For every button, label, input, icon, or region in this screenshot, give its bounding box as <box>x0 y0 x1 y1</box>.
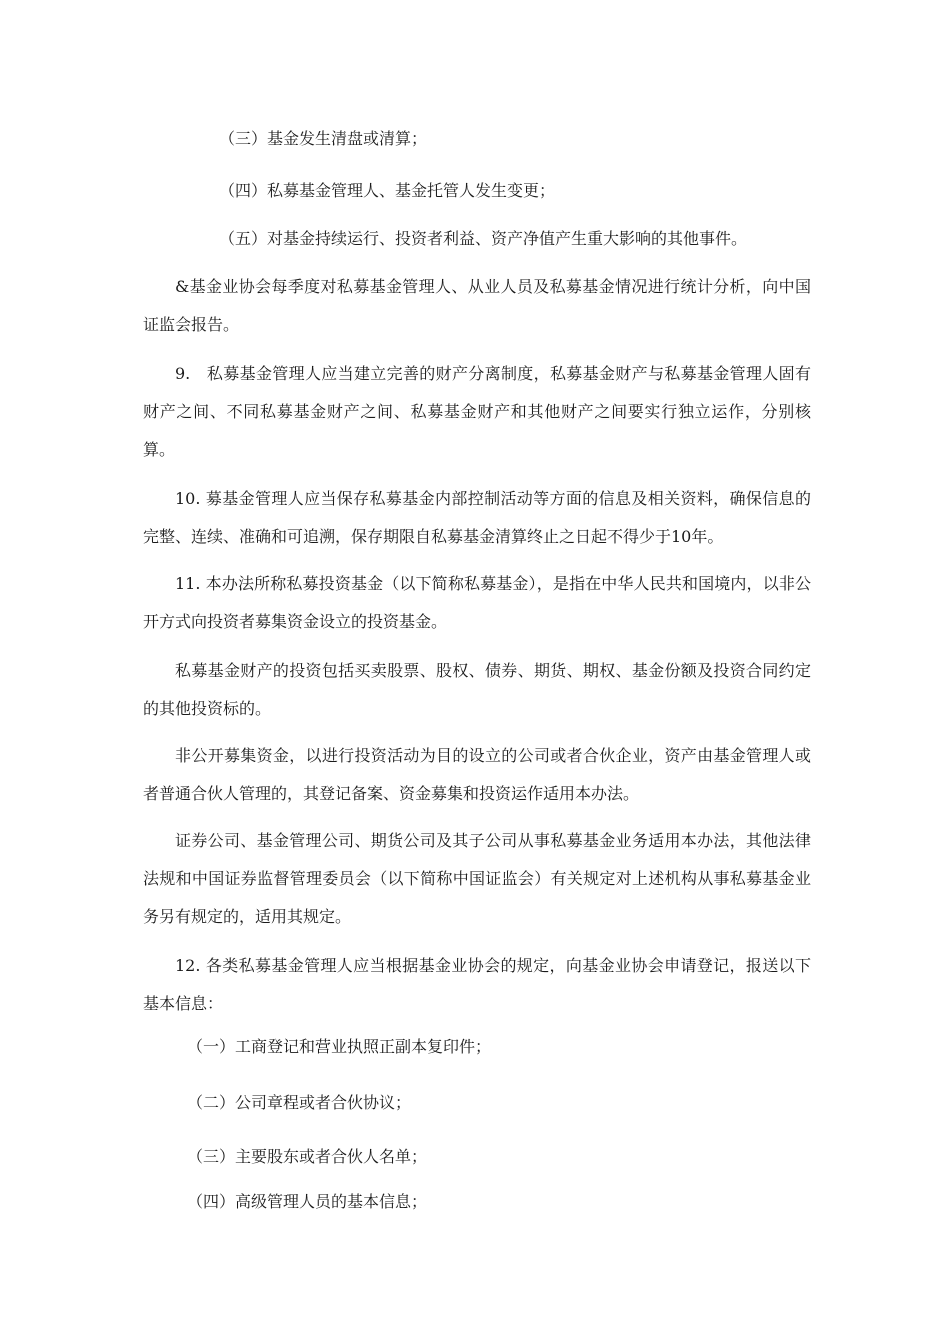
paragraph-9-property-separation: 9. 私募基金管理人应当建立完善的财产分离制度，私募基金财产与私募基金管理人固有财产之间、不同私募基金财产之间、私募基金财产和其他财产之间要实行独立运作，分别核算。 <box>143 364 811 459</box>
paragraph-non-public-fundraising: 非公开募集资金，以进行投资活动为目的设立的公司或者合伙企业，资产由基金管理人或者普通合伙人管理的，其登记备案、资金募集和投资运作适用本办法。 <box>143 746 811 803</box>
paragraph-12-registration: 12. 各类私募基金管理人应当根据基金业协会的规定，向基金业协会申请登记，报送以下基本信息： <box>143 956 811 1013</box>
list-item-4-change: （四）私募基金管理人、基金托管人发生变更； <box>219 181 556 200</box>
list-item-3-shareholders: （三）主要股东或者合伙人名单； <box>187 1147 428 1166</box>
list-item-4-executives: （四）高级管理人员的基本信息； <box>187 1192 428 1211</box>
paragraph-association-report: &基金业协会每季度对私募基金管理人、从业人员及私募基金情况进行统计分析，向中国证监会报告。 <box>143 277 811 334</box>
list-item-2-articles: （二）公司章程或者合伙协议； <box>187 1093 412 1112</box>
paragraph-10-record-keeping: 10. 募基金管理人应当保存私募基金内部控制活动等方面的信息及相关资料，确保信息的完整、连续、准确和可追溯，保存期限自私募基金清算终止之日起不得少于10年。 <box>143 489 811 546</box>
list-item-5-other-events: （五）对基金持续运行、投资者利益、资产净值产生重大影响的其他事件。 <box>219 229 748 248</box>
paragraph-securities-firms: 证券公司、基金管理公司、期货公司及其子公司从事私募基金业务适用本办法，其他法律法规和中国证券监督管理委员会（以下简称中国证监会）有关规定对上述机构从事私募基金业务另有规定的，适用其规定。 <box>143 831 811 926</box>
paragraph-investment-scope: 私募基金财产的投资包括买卖股票、股权、债券、期货、期权、基金份额及投资合同约定的其他投资标的。 <box>143 661 811 718</box>
list-item-3-liquidation: （三）基金发生清盘或清算； <box>219 129 428 148</box>
paragraph-11-definition: 11. 本办法所称私募投资基金（以下简称私募基金），是指在中华人民共和国境内，以非公开方式向投资者募集资金设立的投资基金。 <box>143 574 811 631</box>
list-item-1-business-license: （一）工商登记和营业执照正副本复印件； <box>187 1037 492 1056</box>
